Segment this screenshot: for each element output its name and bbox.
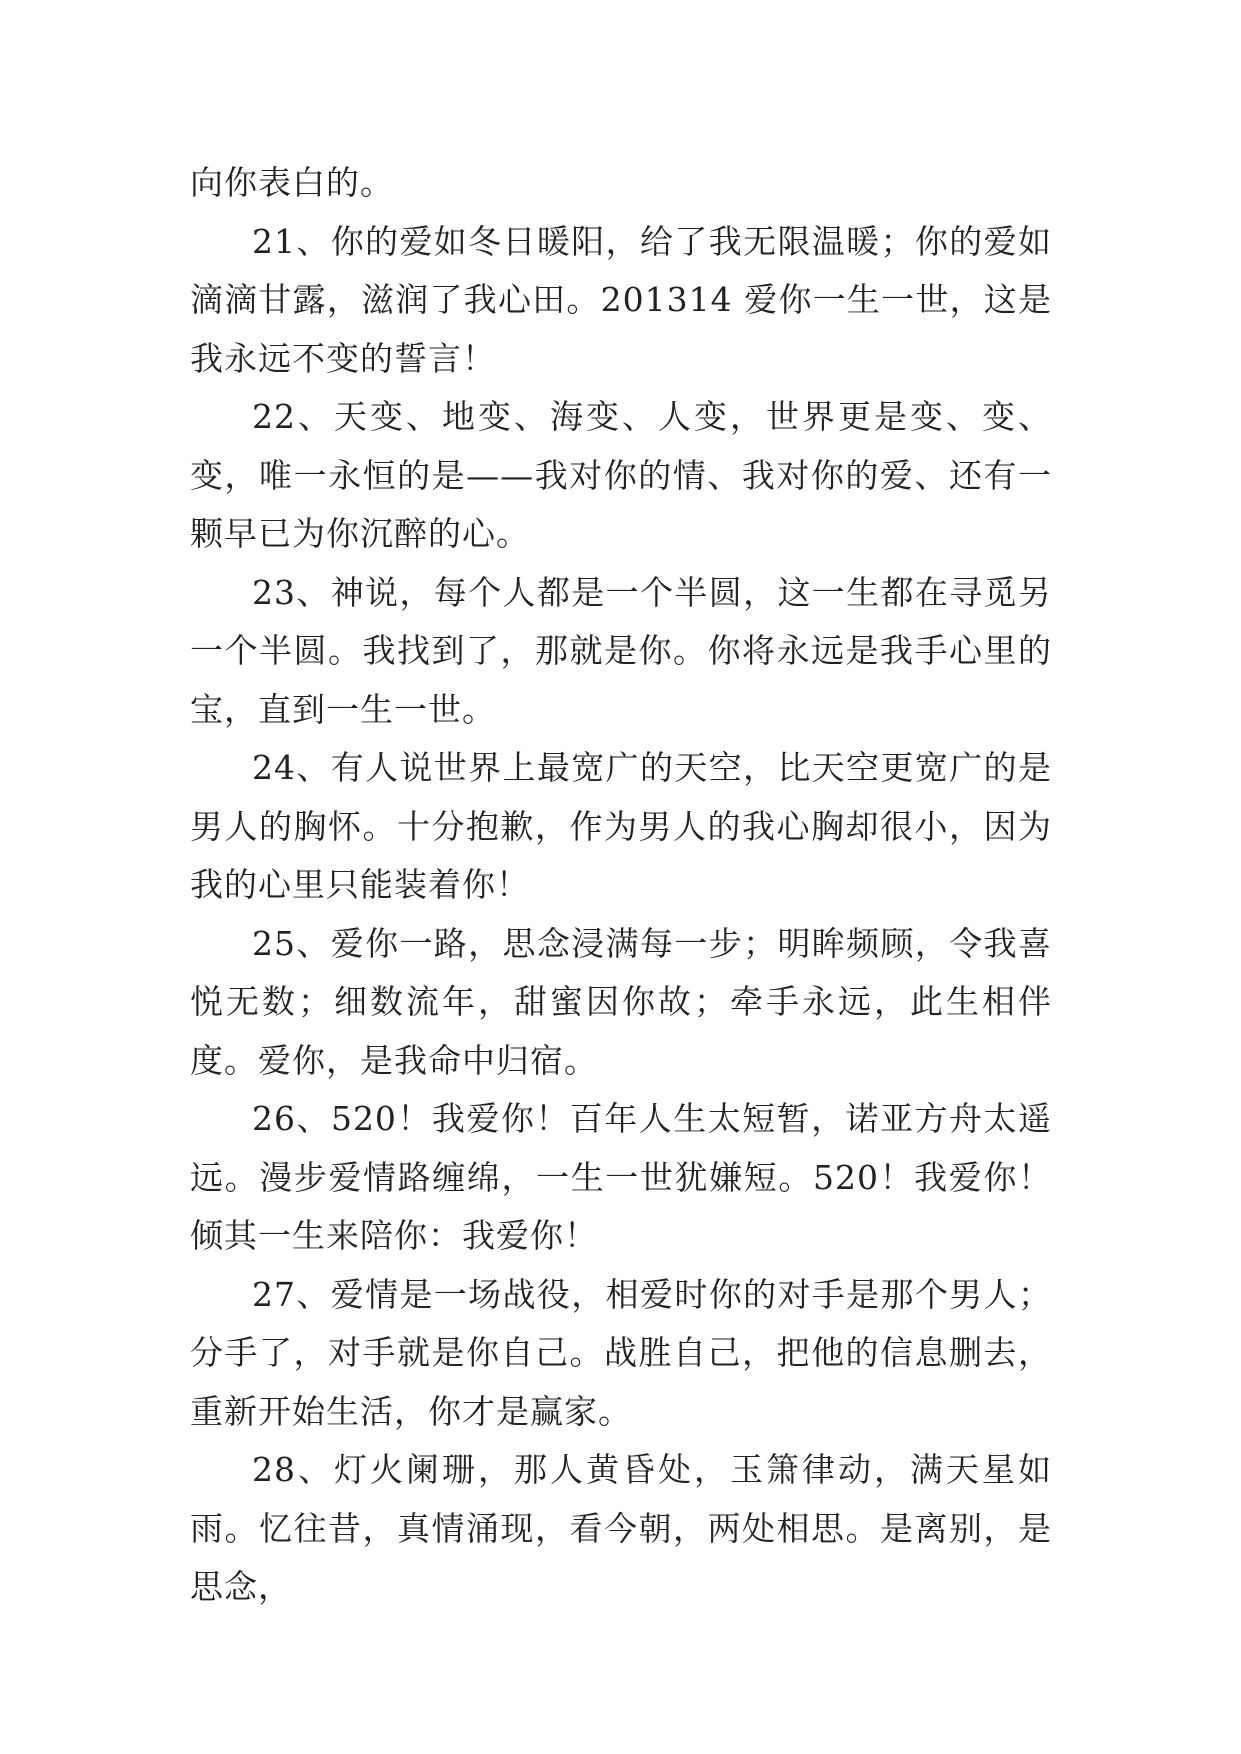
document-body	[190, 154, 1052, 1617]
paragraph-28: 28、灯火阑珊，那人黄昏处，玉箫律动，满天星如雨。忆往昔，真情涌现，看今朝，两处相思。是离别，是思念，	[190, 1450, 1052, 1606]
paragraph-22: 22、天变、地变、海变、人变，世界更是变、变、变，唯一永恒的是——我对你的情、我对你的爱、还有一颗早已为你沉醉的心。	[190, 397, 1052, 553]
paragraph-25: 25、爱你一路，思念浸满每一步；明眸频顾，令我喜悦无数；细数流年，甜蜜因你故；牵手永远，此生相伴度。爱你，是我命中归宿。	[190, 923, 1052, 1080]
paragraph-23: 23、神说，每个人都是一个半圆，这一生都在寻觅另一个半圆。我找到了，那就是你。你将永远是我手心里的宝，直到一生一世。	[190, 572, 1052, 729]
paragraph-26: 26、520！我爱你！百年人生太短暂，诺亚方舟太遥远。漫步爱情路缠绵，一生一世犹嫌短。520！我爱你！倾其一生来陪你：我爱你！	[190, 1099, 1052, 1255]
paragraph-continuation: 向你表白的。	[190, 163, 394, 202]
paragraph-27: 27、爱情是一场战役，相爱时你的对手是那个男人；分手了，对手就是你自己。战胜自己，把他的信息删去，重新开始生活，你才是赢家。	[190, 1274, 1052, 1431]
paragraph-21: 21、你的爱如冬日暖阳，给了我无限温暖；你的爱如滴滴甘露，滋润了我心田。201314 爱你一生一世，这是我永远不变的誓言！	[190, 221, 1052, 378]
paragraph-24: 24、有人说世界上最宽广的天空，比天空更宽广的是男人的胸怀。十分抱歉，作为男人的我心胸却很小，因为我的心里只能装着你！	[190, 748, 1052, 904]
